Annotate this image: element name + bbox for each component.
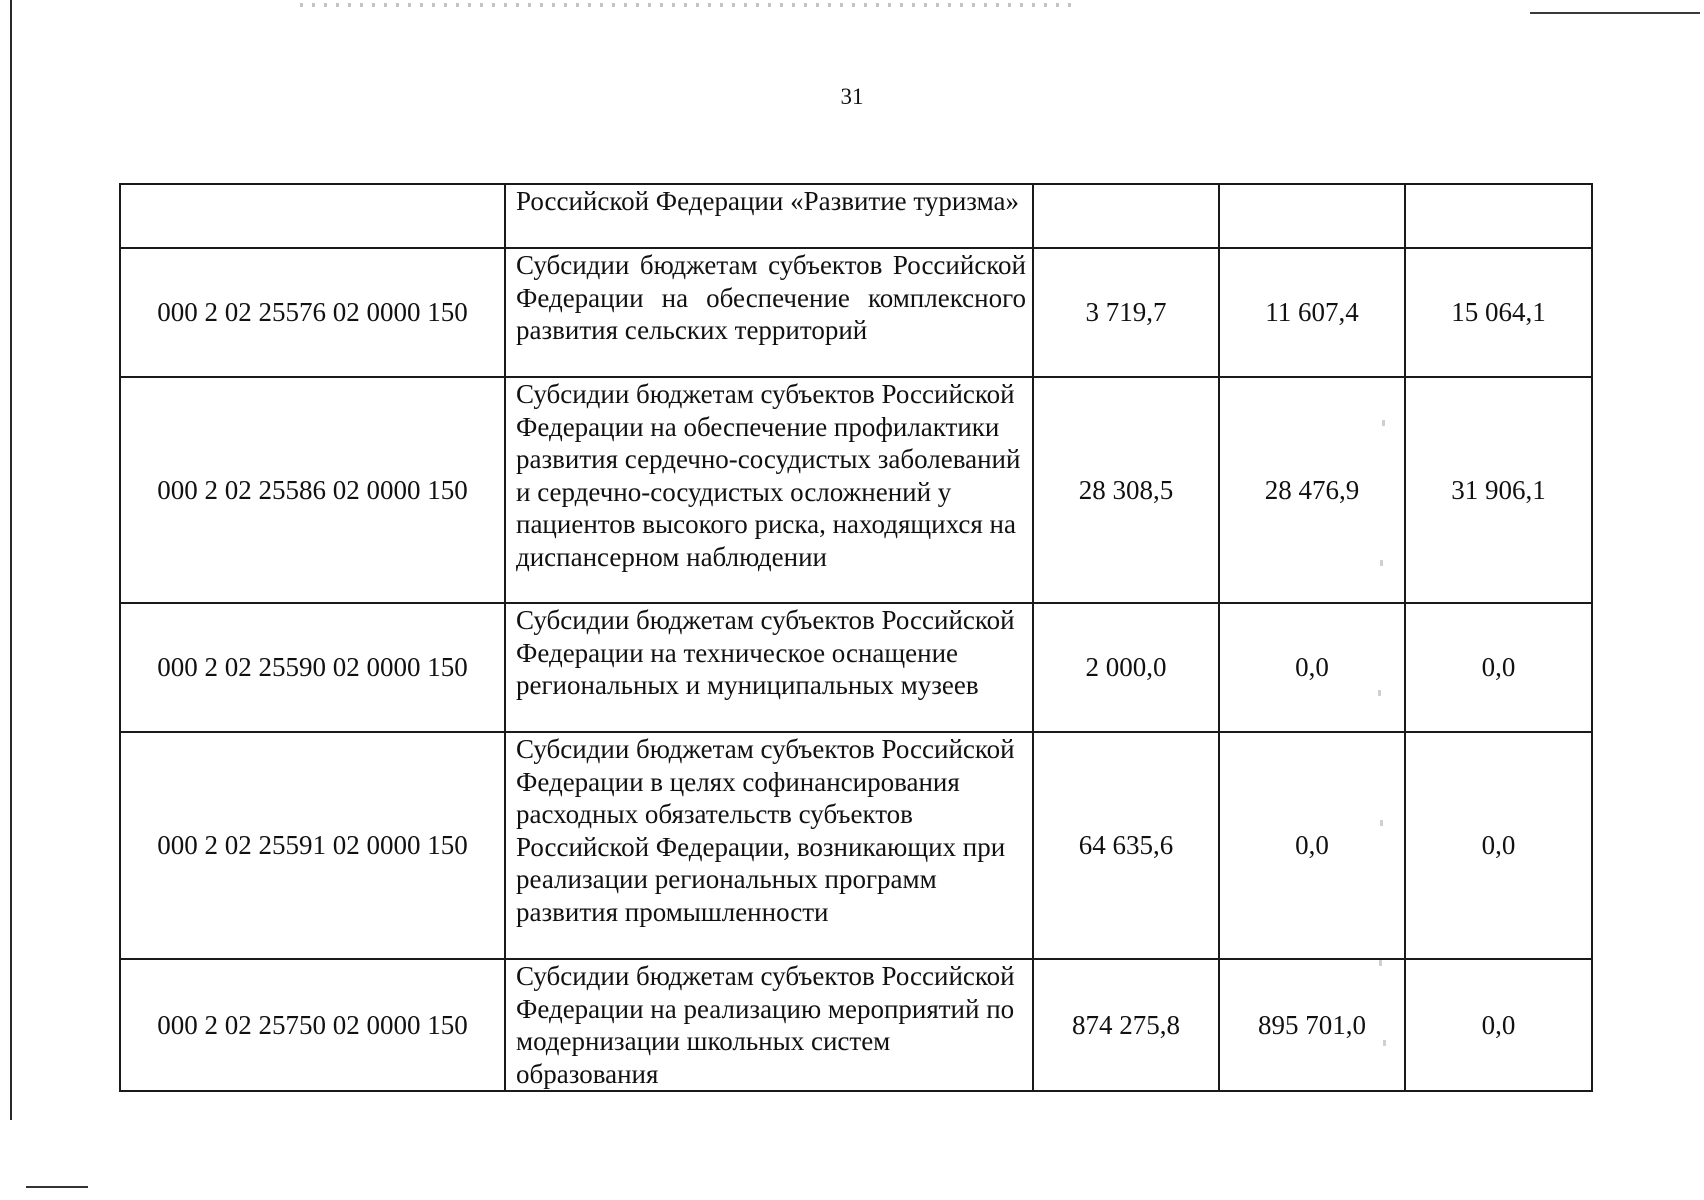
description-cell: Российской Федерации «Развитие туризма» [505,184,1033,248]
page-number: 31 [840,84,864,109]
description-cell: Субсидии бюджетам субъектов Российской Федерации на реализацию мероприятий по модернизации школьных систем образования [505,959,1033,1091]
description-cell: Субсидии бюджетам субъектов Российской Федерации на обеспечение комплексного развития сельских территорий [505,248,1033,377]
value-cell-1: 28 308,5 [1033,377,1219,603]
budget-code-cell: 000 2 02 25591 02 0000 150 [120,732,505,959]
value-cell-1: 874 275,8 [1033,959,1219,1091]
scan-line-top-right [1530,12,1700,14]
budget-code-cell: 000 2 02 25590 02 0000 150 [120,603,505,732]
budget-code-cell [120,184,505,248]
scan-speck [1383,1040,1386,1046]
scan-edge-left [10,0,12,1120]
value-cell-3: 15 064,1 [1405,248,1592,377]
scan-speck [1379,960,1382,966]
table-row [120,959,1592,1091]
value-cell-1: 2 000,0 [1033,603,1219,732]
value-cell-2 [1219,184,1405,248]
table-row [120,248,1592,377]
value-cell-3: 31 906,1 [1405,377,1592,603]
table-row [120,732,1592,959]
scan-speck [1380,820,1383,826]
value-cell-3: 0,0 [1405,732,1592,959]
value-cell-2: 28 476,9 [1219,377,1405,603]
value-cell-3 [1405,184,1592,248]
description-cell: Субсидии бюджетам субъектов Российской Федерации в целях софинансирования расходных обязательств субъектов Российской Федерации, возникающих при реализации региональных программ развития промышленности [505,732,1033,959]
description-cell: Субсидии бюджетам субъектов Российской Федерации на обеспечение профилактики развития сердечно-сосудистых заболеваний и сердечно-сосудистых осложнений у пациентов высокого риска, находящихся на диспансерном наблюдении [505,377,1033,603]
scan-speck [1378,690,1381,696]
budget-table [119,183,1593,1092]
scan-line-bottom-left [26,1186,88,1188]
value-cell-3: 0,0 [1405,959,1592,1091]
value-cell-2: 11 607,4 [1219,248,1405,377]
budget-code-cell: 000 2 02 25750 02 0000 150 [120,959,505,1091]
scan-dots-top [300,3,1080,7]
budget-code-cell: 000 2 02 25576 02 0000 150 [120,248,505,377]
value-cell-2: 0,0 [1219,603,1405,732]
table-row [120,377,1592,603]
scan-speck [1380,560,1383,566]
description-cell: Субсидии бюджетам субъектов Российской Федерации на техническое оснащение региональных и муниципальных музеев [505,603,1033,732]
value-cell-3: 0,0 [1405,603,1592,732]
table-row [120,603,1592,732]
value-cell-2: 0,0 [1219,732,1405,959]
budget-code-cell: 000 2 02 25586 02 0000 150 [120,377,505,603]
table-row [120,184,1592,248]
value-cell-1: 64 635,6 [1033,732,1219,959]
value-cell-1 [1033,184,1219,248]
scan-speck [1382,420,1385,426]
value-cell-2: 895 701,0 [1219,959,1405,1091]
value-cell-1: 3 719,7 [1033,248,1219,377]
